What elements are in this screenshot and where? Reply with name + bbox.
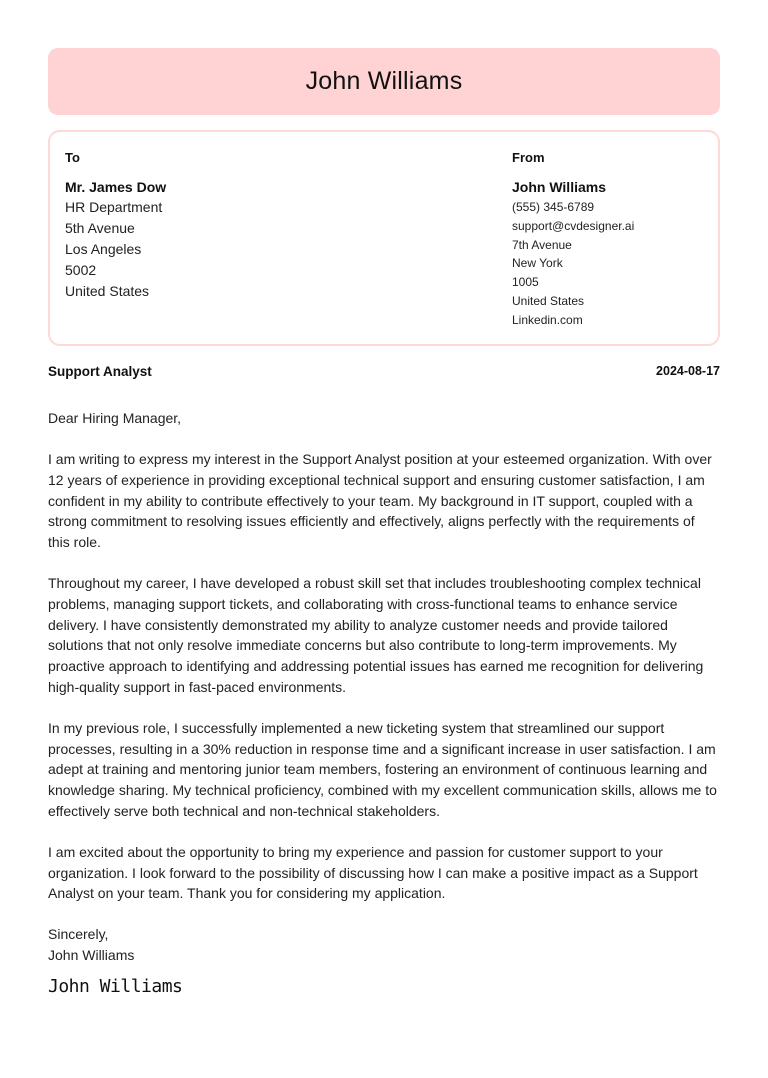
closing-name: John Williams (48, 947, 135, 964)
sender-postcode: 1005 (512, 275, 539, 290)
applicant-name-title: John Williams (305, 67, 463, 95)
sender-phone: (555) 345-6789 (512, 200, 595, 214)
sender-name: John Williams (512, 179, 607, 195)
address-box (48, 130, 720, 346)
recipient-name: Mr. James Dow (65, 179, 167, 195)
recipient-heading: To (65, 150, 80, 165)
body-paragraph-2: Throughout my career, I have developed a robust skill set that includes troubleshooting complex technical problems, managing support tickets, and collaborating with cross-functional teams to enhance service delivery. I have consistently demonstrated my ability to analyze customer needs and provide tailored solutions that not only resolve immediate concerns but also contribute to long-term improvements. My proactive approach to identifying and addressing potential issues has earned me recognition for delivering high-quality support in fast-paced environments. (48, 574, 704, 695)
body-paragraph-4: I am excited about the opportunity to bring my experience and passion for customer support to your organization. I look forward to the possibility of discussing how I can make a positive impact as a Support Analyst on your team. Thank you for considering my application. (48, 843, 698, 902)
handwritten-signature: John Williams (48, 976, 183, 998)
salutation: Dear Hiring Manager, (48, 410, 182, 426)
body-paragraph-1: I am writing to express my interest in the Support Analyst position at your esteemed organization. With over 12 years of experience in providing exceptional technical support and ensuring customer satisfaction, I am confident in my ability to contribute effectively to your team. My background in IT support, coupled with a strong commitment to resolving issues efficiently and effectively, aligns perfectly with the requirements of this role. (48, 451, 712, 551)
recipient-postcode: 5002 (65, 262, 97, 278)
cover-letter-page (48, 48, 720, 997)
letter-date: 2024-08-17 (656, 364, 720, 378)
closing-block (48, 924, 720, 966)
sender-heading: From (512, 150, 545, 165)
recipient-city: Los Angeles (65, 241, 142, 257)
sender-street: 7th Avenue (512, 237, 572, 252)
sender-block (512, 150, 712, 330)
header-banner (48, 48, 720, 115)
body-paragraph-3: In my previous role, I successfully implemented a new ticketing system that streamlined our support processes, resulting in a 30% reduction in response time and a significant increase in user satisfaction. I am adept at training and mentoring junior team members, fostering an environment of continuous learning and knowledge sharing. My technical proficiency, combined with my excellent communication skills, allows me to effectively serve both technical and non-technical stakeholders. (48, 719, 717, 819)
letter-meta-row (48, 364, 720, 382)
sender-linkedin: Linkedin.com (512, 312, 583, 327)
recipient-block (65, 150, 425, 302)
job-title: Support Analyst (48, 364, 152, 379)
recipient-street: 5th Avenue (65, 220, 135, 236)
sender-country: United States (512, 293, 585, 308)
closing-phrase: Sincerely, (48, 926, 109, 943)
recipient-country: United States (65, 283, 150, 299)
sender-city: New York (512, 256, 563, 271)
sender-email: support@cvdesigner.ai (512, 218, 635, 233)
recipient-department: HR Department (65, 199, 163, 215)
